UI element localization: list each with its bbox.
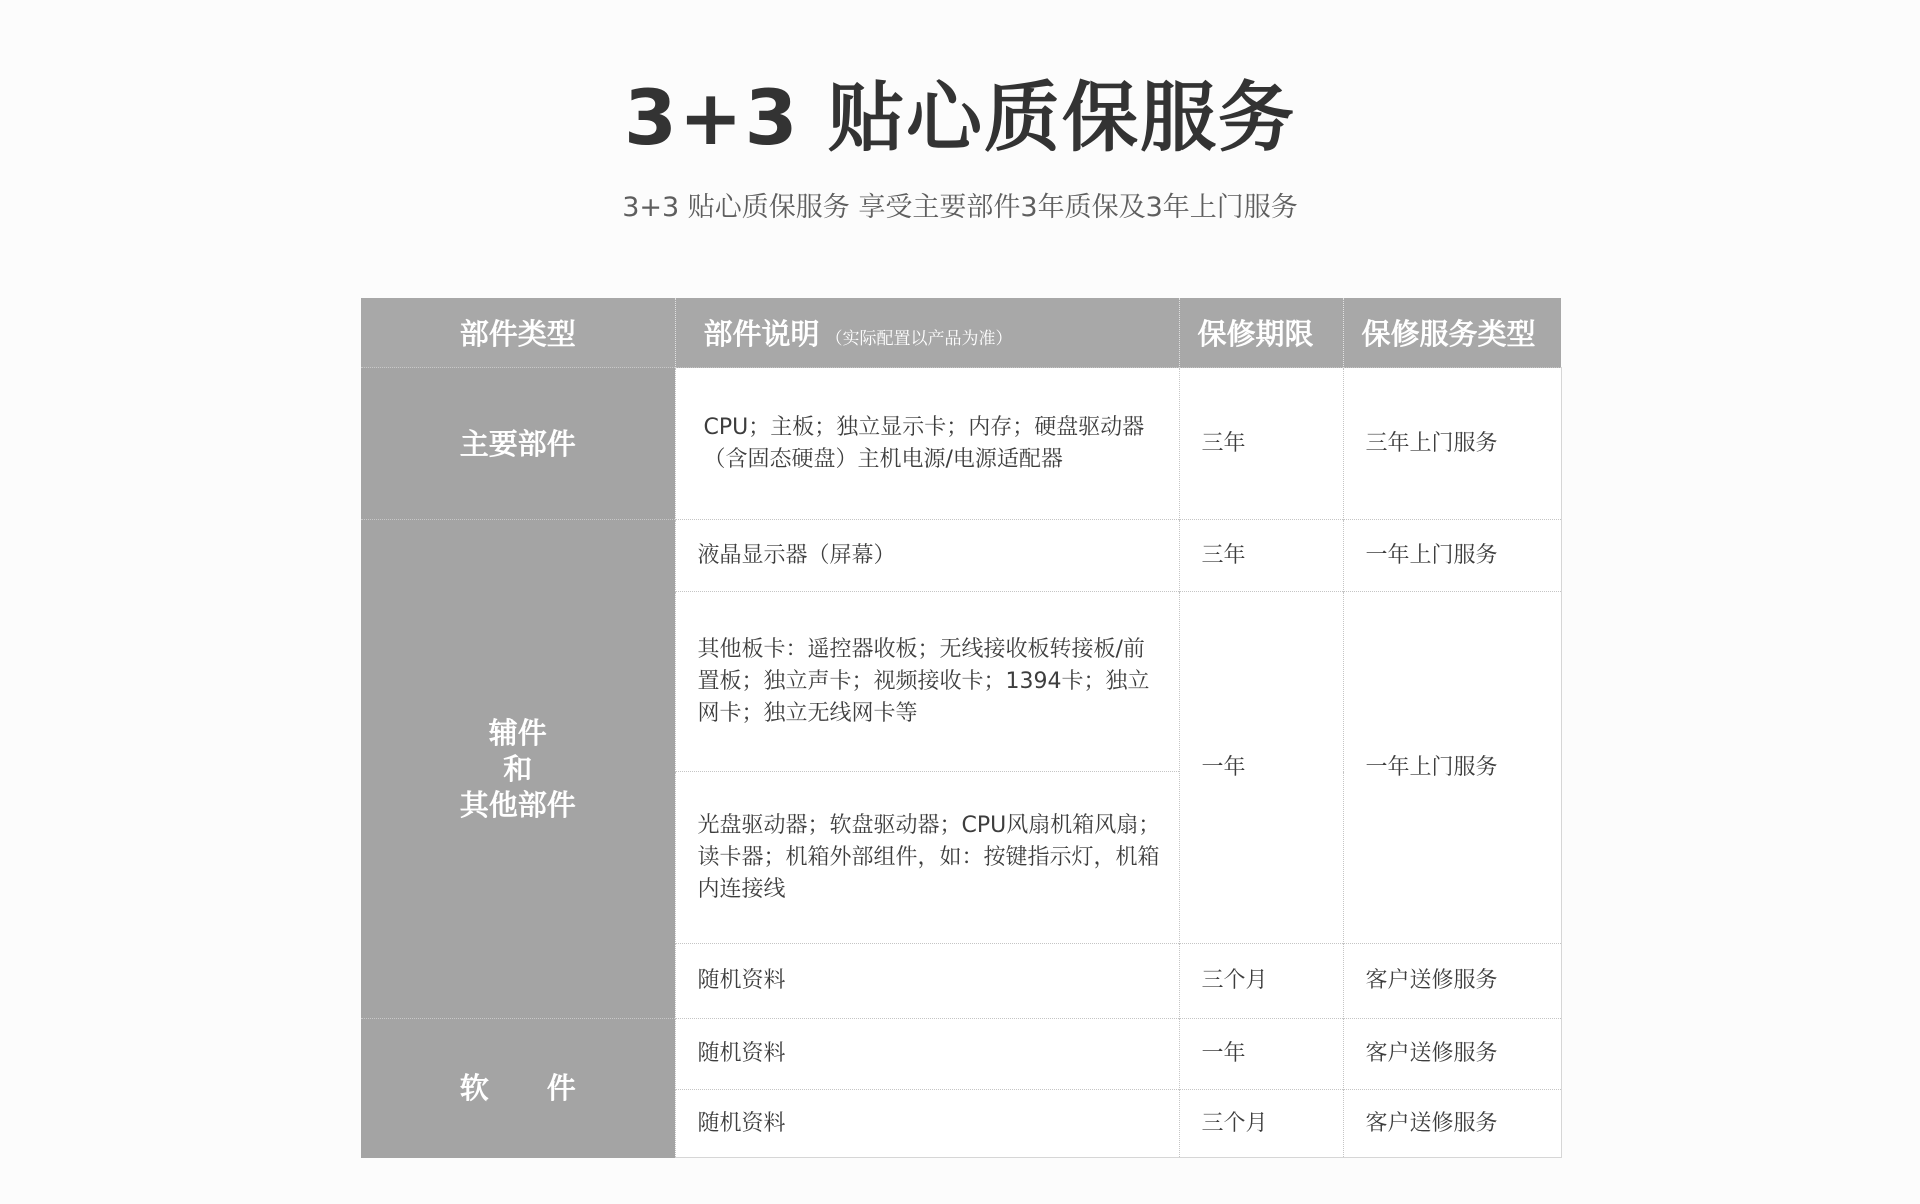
table-row [361, 1019, 1561, 1090]
row-description: 液晶显示器（屏幕） [675, 520, 1179, 592]
table-header-row [361, 298, 1561, 368]
row-description [675, 368, 1179, 520]
table-row [361, 520, 1561, 592]
table-row [361, 368, 1561, 520]
warranty-table [361, 298, 1562, 1158]
page-title: 3+3 贴心质保服务 [624, 73, 1296, 162]
header-part-description-label: 部件说明 [703, 317, 820, 351]
group-software: 软 件 [361, 1019, 675, 1158]
row-service: 一年上门服务 [1343, 520, 1561, 592]
description-line: CPU；主板；独立显示卡；内存；硬盘驱动器 [703, 414, 1145, 440]
row-period: 三年 [1179, 520, 1343, 592]
group-auxiliary-parts [361, 520, 675, 1019]
group-auxiliary-line: 和 [503, 752, 533, 786]
description-line: 内连接线 [697, 876, 786, 902]
description-line: 置板；独立声卡；视频接收卡；1394卡；独立 [697, 668, 1150, 694]
group-main-parts: 主要部件 [361, 368, 675, 520]
row-description: 随机资料 [675, 1090, 1179, 1158]
row-description: 随机资料 [675, 1019, 1179, 1090]
row-description [675, 592, 1179, 772]
description-line: 读卡器；机箱外部组件，如：按键指示灯，机箱 [697, 844, 1160, 870]
row-period: 三个月 [1179, 944, 1343, 1019]
row-period: 一年 [1179, 1019, 1343, 1090]
page-subtitle: 3+3 贴心质保服务 享受主要部件3年质保及3年上门服务 [622, 192, 1298, 223]
row-service: 客户送修服务 [1343, 1090, 1561, 1158]
description-line: 光盘驱动器；软盘驱动器；CPU风扇机箱风扇； [697, 812, 1161, 838]
header-part-description-note: （实际配置以产品为准） [825, 329, 1013, 349]
group-auxiliary-line: 辅件 [488, 716, 547, 750]
description-line: 网卡；独立无线网卡等 [697, 700, 918, 726]
row-description [675, 772, 1179, 944]
row-description: 随机资料 [675, 944, 1179, 1019]
header-part-type: 部件类型 [361, 298, 675, 368]
row-period: 一年 [1179, 592, 1343, 944]
header-part-description [675, 298, 1179, 368]
row-service: 客户送修服务 [1343, 944, 1561, 1019]
description-line: （含固态硬盘）主机电源/电源适配器 [703, 446, 1063, 472]
header-service-type: 保修服务类型 [1343, 298, 1561, 368]
row-service: 一年上门服务 [1343, 592, 1561, 944]
group-auxiliary-line: 其他部件 [459, 788, 576, 822]
row-period: 三个月 [1179, 1090, 1343, 1158]
row-service: 客户送修服务 [1343, 1019, 1561, 1090]
description-line: 其他板卡：遥控器收板；无线接收板转接板/前 [697, 636, 1145, 662]
row-service: 三年上门服务 [1343, 368, 1561, 520]
row-period: 三年 [1179, 368, 1343, 520]
header-warranty-period: 保修期限 [1179, 298, 1343, 368]
